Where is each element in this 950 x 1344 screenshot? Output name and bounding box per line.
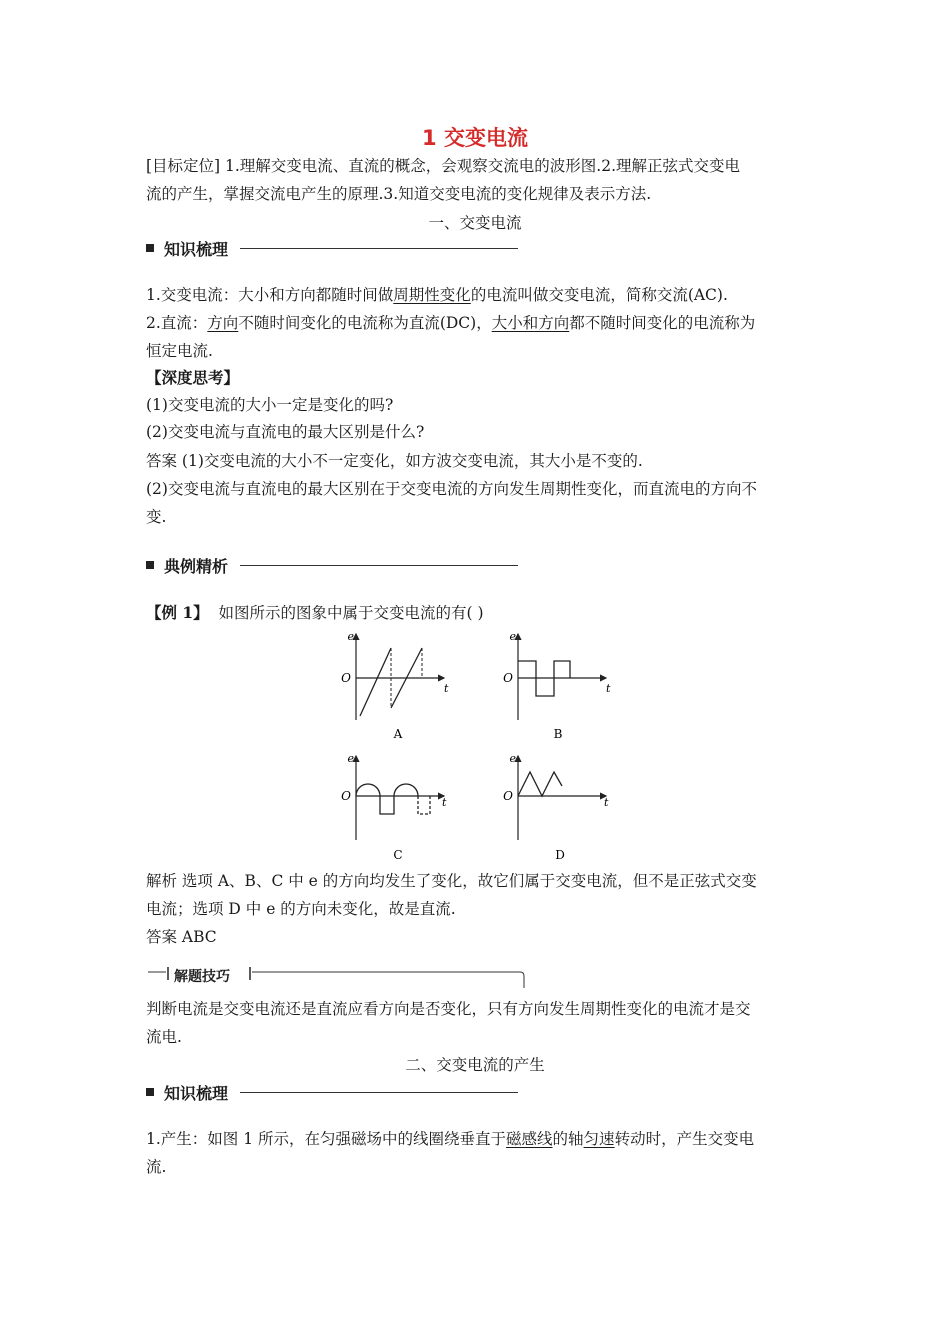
square-bullet-icon xyxy=(146,561,154,569)
knowledge-item-1 xyxy=(146,284,728,306)
text-fragment: 不随时间变化的电流称为直流(DC)， xyxy=(238,314,492,332)
tip-header xyxy=(146,966,526,988)
section-knowledge-2 xyxy=(146,1080,518,1104)
example-1-question xyxy=(146,602,484,624)
text-fragment: 都不随时间变化的电流称为 xyxy=(569,314,756,332)
text-fragment: 2.直流： xyxy=(146,314,208,332)
text-fragment: 的轴 xyxy=(552,1130,584,1148)
text-fragment: 的电流叫做交变电流，简称交流(AC). xyxy=(470,286,728,304)
answer-line: 答案 ABC xyxy=(146,928,217,946)
waveform-figures xyxy=(340,628,630,868)
think-question-1: (1)交变电流的大小一定是变化的吗? xyxy=(146,396,394,414)
origin-label: O xyxy=(341,789,351,803)
origin-label: O xyxy=(341,671,351,685)
tip-title: 解题技巧 xyxy=(174,969,230,985)
goal-line-1: [目标定位] 1.理解交变电流、直流的概念，会观察交流电的波形图.2.理解正弦式交变电 xyxy=(146,157,741,175)
section-label: 知识梳理 xyxy=(164,1083,229,1103)
tip-line-1: 判断电流是交变电流还是直流应看方向是否变化，只有方向发生周期性变化的电流才是交 xyxy=(146,1000,751,1018)
square-bullet-icon xyxy=(146,244,154,252)
section-example xyxy=(146,553,518,577)
section-rule xyxy=(240,565,518,566)
graph-d xyxy=(503,752,609,862)
part-heading-2: 二、交变电流的产生 xyxy=(405,1056,545,1074)
example-text: 如图所示的图象中属于交变电流的有( ) xyxy=(218,604,484,622)
axis-t-label: t xyxy=(442,796,447,809)
half-sine-positive xyxy=(356,784,380,796)
negative-pulse xyxy=(380,796,394,814)
negative-pulse-dashed xyxy=(418,796,430,814)
analysis-line-1: 解析 选项 A、B、C 中 e 的方向均发生了变化，故它们属于交变电流，但不是正弦式交变 xyxy=(146,872,757,890)
goal-line-2: 流的产生，掌握交流电产生的原理.3.知道交变电流的变化规律及表示方法. xyxy=(146,185,652,203)
half-sine-positive xyxy=(394,784,418,796)
underlined-term: 匀速 xyxy=(583,1130,615,1148)
tip-line-2: 流电. xyxy=(146,1028,182,1046)
underlined-term: 大小和方向 xyxy=(491,314,570,332)
triangle-wave xyxy=(518,772,562,796)
axis-t-label: t xyxy=(444,682,449,695)
section-rule xyxy=(240,248,518,249)
axis-e-label: e xyxy=(347,630,354,643)
graph-b xyxy=(503,630,611,741)
axis-t-label: t xyxy=(606,682,611,695)
text-fragment: 1.产生：如图 1 所示，在匀强磁场中的线圈绕垂直于 xyxy=(146,1130,507,1148)
think-answer-2: (2)交变电流与直流电的最大区别在于交变电流的方向发生周期性变化，而直流电的方向不 xyxy=(146,480,757,498)
origin-label: O xyxy=(503,789,513,803)
think-answer-2-cont: 变. xyxy=(146,508,167,526)
section-rule xyxy=(240,1092,518,1093)
axis-t-label: t xyxy=(604,796,609,809)
underlined-term: 方向 xyxy=(207,314,239,332)
option-label-b: B xyxy=(553,727,563,741)
sawtooth-segment xyxy=(360,648,391,716)
section-knowledge-1 xyxy=(146,236,518,260)
option-label-a: A xyxy=(393,727,403,741)
generation-line-1 xyxy=(146,1128,754,1150)
origin-label: O xyxy=(503,671,513,685)
option-label-c: C xyxy=(393,848,403,862)
section-label: 典例精析 xyxy=(164,556,229,576)
graph-c xyxy=(341,752,447,862)
part-heading-1: 一、交变电流 xyxy=(428,214,522,232)
option-label-d: D xyxy=(555,848,565,862)
generation-line-2: 流. xyxy=(146,1158,167,1176)
deep-think-header: 【深度思考】 xyxy=(146,368,240,387)
axis-e-label: e xyxy=(509,752,516,765)
square-bullet-icon xyxy=(146,1088,154,1096)
axis-e-label: e xyxy=(347,752,354,765)
think-question-2: (2)交变电流与直流电的最大区别是什么? xyxy=(146,423,425,441)
analysis-line-2: 电流；选项 D 中 e 的方向未变化，故是直流. xyxy=(146,900,456,918)
underlined-term: 磁感线 xyxy=(506,1130,553,1148)
underlined-term: 周期性变化 xyxy=(393,286,471,304)
think-answer-1: 答案 (1)交变电流的大小不一定变化，如方波交变电流，其大小是不变的. xyxy=(146,452,643,470)
graph-a xyxy=(341,630,449,741)
axis-e-label: e xyxy=(509,630,516,643)
knowledge-item-2-cont: 恒定电流. xyxy=(146,342,213,360)
text-fragment: 1.交变电流：大小和方向都随时间做 xyxy=(146,286,394,304)
page-title: 1 交变电流 xyxy=(422,126,528,150)
text-fragment: 转动时，产生交变电 xyxy=(614,1130,755,1148)
example-label: 【例 1】 xyxy=(146,603,209,622)
section-label: 知识梳理 xyxy=(164,239,229,259)
knowledge-item-2 xyxy=(146,312,755,334)
